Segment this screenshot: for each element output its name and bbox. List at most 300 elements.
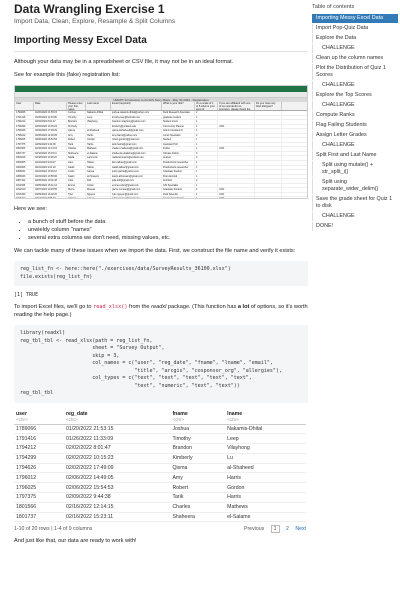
sheet-cell: 03/05/2022 15:41:12 (34, 184, 67, 188)
sheet-cell: tyler.nguyen@gmail.com (111, 193, 162, 197)
sheet-cell: Shaheera (67, 152, 86, 156)
sheet-cell: joshua.nakamis.dhital@yahoo.com (111, 111, 162, 115)
table-cell: Nakamis-Dhital (225, 424, 306, 434)
sheet-cell: 1 (195, 184, 218, 188)
sheet-cell (255, 120, 282, 124)
table-cell: Tarik (170, 492, 225, 502)
table-cell: Vilayhong (225, 444, 306, 454)
sheet-cell (218, 120, 255, 124)
sheet-cell: adriana.lopez@gmail.com (111, 197, 162, 199)
table-cell: 02/02/2022 8:01:47 (64, 444, 171, 454)
previous-button[interactable]: Previous (244, 526, 265, 533)
sheet-cell: Garcia (86, 170, 111, 174)
observations-intro: Here we see: (14, 206, 47, 212)
sheet-cell (218, 175, 255, 179)
package-name: readxl (151, 304, 167, 310)
sheet-row (15, 197, 307, 199)
sheet-cell: Charles (67, 147, 86, 151)
table-cell: el-Salame (225, 512, 306, 522)
sheet-cell (255, 116, 282, 120)
sheet-cell (218, 166, 255, 170)
sheet-cell: Climate Fellow (162, 152, 195, 156)
intro-paragraph: Although your data may be in a spreadsheet or CSV file, it may not be in an ideal format. (14, 59, 234, 65)
inline-code-read-xlsx[interactable]: read_xlsx() (93, 304, 128, 310)
sheet-cell: Tallour (86, 166, 111, 170)
toc-item[interactable]: CHALLENGE (312, 141, 398, 150)
sheet-header-cell: Do you have any food allergies? (255, 102, 282, 110)
sheet-header-cell: Please enter your first name (67, 102, 86, 110)
sheet-cell: shaheera.elsalame@gmail.com (111, 152, 162, 156)
sheet-cell: isaiah.tallour@gmail.com (111, 166, 162, 170)
list-item: • several extra columns we don't need, missing values, etc. (28, 234, 308, 242)
sheet-cell: charles.mathews@gmail.com (111, 147, 162, 151)
sheet-cell: Kasim (67, 175, 86, 179)
column-type: <chr> (225, 417, 306, 425)
sheet-cell: Qisma (67, 129, 86, 133)
table-row (14, 492, 306, 502)
sheet-cell (218, 156, 255, 160)
sheet-cell: Doll (86, 179, 111, 183)
sheet-cell: Harris (86, 143, 111, 147)
sheet-cell: Pierre (67, 188, 86, 192)
table-cell: 1794299 (14, 453, 64, 463)
table-cell: Brandon (170, 444, 225, 454)
table-cell: 02/16/2022 12:14:15 (64, 502, 171, 512)
sheet-cell: 1806041 (15, 170, 34, 174)
sheet-cell: Nadia (67, 156, 86, 160)
sheet-cell: 02/24/2022 13:58:06 (34, 175, 67, 179)
table-row (14, 444, 306, 454)
sheet-header-cell: Date (34, 102, 67, 110)
sheet-cell: 1796012 (15, 134, 34, 138)
sheet-cell (255, 188, 282, 192)
table-cell: Shaheera (170, 512, 225, 522)
table-cell: 1796025 (14, 483, 64, 493)
toc-item[interactable]: Flag Failing Students (312, 121, 398, 130)
sheet-cell: 1 (195, 161, 218, 165)
table-cell: Leep (225, 434, 306, 444)
table-cell: Timothy (170, 434, 225, 444)
sheet-cell (218, 170, 255, 174)
sheet-cell: 02/02/2022 17:49:09 (34, 129, 67, 133)
sheet-cell: Assistant Prof (162, 143, 195, 147)
sheet-cell: Nguyen (86, 193, 111, 197)
sheet-cell: 03/09/2022 16:02:20 (34, 193, 67, 197)
sheet-cell: 1801566 (15, 147, 34, 151)
sheet-cell (255, 111, 282, 115)
sheet-cell: 2 (195, 111, 218, 115)
sheet-cell (218, 111, 255, 115)
sheet-cell: 1806043 (15, 175, 34, 179)
toc-item[interactable]: Split using mutate() + str_split_i() (312, 161, 398, 177)
sheet-body (15, 111, 307, 199)
sheet-cell: 1 (195, 143, 218, 147)
sheet-header-cell: Email (required) (111, 102, 162, 110)
sheet-cell: emma.colvin@gmail.com (111, 184, 162, 188)
sheet-cell (218, 143, 255, 147)
table-cell: 1789066 (14, 424, 64, 434)
sheet-cell: 1803016 (15, 156, 34, 160)
table-of-contents (312, 0, 400, 600)
table-row (14, 502, 306, 512)
sheet-cell: 1807412 (15, 179, 34, 183)
toc-item[interactable]: DONE! (312, 222, 398, 231)
table-cell: 01/26/2022 11:33:09 (64, 434, 171, 444)
sheet-cell: 1811305 (15, 184, 34, 188)
column-header-fname[interactable]: fname (172, 410, 188, 417)
spreadsheet-screenshot (14, 85, 308, 199)
list-item: • unwieldy column "names" (28, 226, 308, 234)
sheet-cell: Timothy (67, 116, 86, 120)
toc-item[interactable]: Explore the Top Scores (312, 91, 398, 100)
sheet-cell: justin.garcia@yahoo.com (111, 170, 162, 174)
sheet-cell: 1790066 (15, 111, 34, 115)
sheet-cell: amy.harris@yahoo.com (111, 134, 162, 138)
sheet-cell: 1794212 (15, 120, 34, 124)
table-cell: Qisma (170, 463, 225, 473)
sheet-cell: Junior Specialist (162, 134, 195, 138)
sheet-cell: Graduate Student (162, 188, 195, 192)
table-cell: al-Shaheed (225, 463, 306, 473)
sheet-cell: Mathews (86, 147, 111, 151)
sheet-cell (218, 129, 255, 133)
code-block-read-xlsx: library(readxl) reg_tbl_tbl <- read_xlsx(path = reg_list_fn, sheet = "Survey Output", skip = 3, col_names = c("user", "reg_date", "fname", "lname", "email", "title", "arcgis", "cosponsor_org", "allergies"), col_types = c("text", "text", "text", "text", "text", "text", "numeric", "text", "text")) reg_tbl_tbl (14, 325, 308, 403)
sheet-cell (255, 143, 282, 147)
sheet-cell (86, 125, 111, 129)
toc-items (312, 14, 398, 231)
sheet-cell (255, 166, 282, 170)
sheet-cell: Field Scientist (162, 193, 195, 197)
sheet-cell (218, 179, 255, 183)
sheet-header-cell: On a scale of 1 to 5 what is your level of (195, 102, 218, 110)
sheet-cell: Admin Assistant III (162, 129, 195, 133)
sheet-cell: 01/20/2022 21:53:15 (34, 111, 67, 115)
sheet-cell: 01/26/2022 11:33:09 (34, 116, 67, 120)
sheet-cell: Tarik (67, 143, 86, 147)
sheet-cell (255, 152, 282, 156)
sheet-cell (255, 161, 282, 165)
toc-item[interactable]: Split First and Last Name (312, 151, 398, 160)
sheet-cell: Emma (67, 184, 86, 188)
table-cell: 1801737 (14, 512, 64, 522)
sheet-cell: kimberly@ucdavis.edu (111, 125, 162, 129)
sheet-cell: timothy.leep@hotmail.com (111, 116, 162, 120)
sheet-cell: al-Shaheed (86, 129, 111, 133)
sheet-cell: Archivist (162, 179, 195, 183)
sheet-cell: Analyst (162, 156, 195, 160)
column-type: <chr> (64, 417, 171, 425)
sheet-cell: County Coordinator (162, 197, 195, 199)
sheet-cell (218, 138, 255, 142)
table-cell: Lu (225, 453, 306, 463)
sheet-cell: qisma.alshaheed@gmail.com (111, 129, 162, 133)
sheet-cell: Vilayhong (86, 120, 111, 124)
toc-item[interactable]: Plot the Distribution of Quiz 1 Scores (312, 64, 398, 80)
sheet-cell: 02/18/2022 11:08:24 (34, 156, 67, 160)
sheet-cell: Colvin (86, 184, 111, 188)
table-row (14, 512, 306, 522)
sheet-cell: Harris (86, 134, 111, 138)
sheet-cell: 1 (195, 170, 218, 174)
table-cell: 1794626 (14, 463, 64, 473)
sheet-cell: Kimberly (67, 125, 86, 129)
sheet-cell: 1801737 (15, 152, 34, 156)
sheet-cell (255, 184, 282, 188)
sheet-cell: 2 (195, 156, 218, 160)
sheet-cell: Postdoctoral researcher (162, 161, 195, 165)
toc-item[interactable]: CHALLENGE (312, 212, 398, 221)
bold-text: a lot (237, 304, 250, 310)
table-cell: Harris (225, 473, 306, 483)
sheet-cell: pierre.moreau@gmail.com (111, 188, 162, 192)
sheet-cell: tarik.harris@gmail.com (111, 143, 162, 147)
sheet-cell (218, 134, 255, 138)
sheet-cell: 02/06/2022 14:49:05 (34, 134, 67, 138)
text-span: package. (This function has (166, 304, 238, 310)
table-row (14, 424, 306, 434)
sheet-cell: Postdoctoral researcher (162, 166, 195, 170)
table-cell: Amy (170, 473, 225, 483)
sheet-cell: 1796025 (15, 138, 34, 142)
table-cell: 1796012 (14, 473, 64, 483)
sheet-cell: 02/26/2022 10:31:48 (34, 179, 67, 183)
list-item: • a bunch of stuff before the data (28, 218, 308, 226)
table-cell: 1794212 (14, 444, 64, 454)
sheet-cell (218, 161, 255, 165)
sheet-cell: Student Intern (162, 120, 195, 124)
table-cell: 1797375 (14, 492, 64, 502)
sheet-cell: Justin (67, 170, 86, 174)
sheet-cell (255, 175, 282, 179)
sheet-cell: Fellow (162, 147, 195, 151)
sheet-cell: 1 (195, 116, 218, 120)
table-cell: Joshua (170, 424, 225, 434)
sheet-cell: 1 (195, 197, 218, 199)
sheet-cell: al-Hosseini (86, 175, 111, 179)
sheet-header-cell: What is your title? (162, 102, 195, 110)
sheet-cell (255, 129, 282, 133)
text-span: from the (127, 304, 152, 310)
sheet-cell: 02/06/2022 15:54:53 (34, 138, 67, 142)
sheet-cell: 02/02/2022 8:01:47 (34, 120, 67, 124)
data-table (14, 409, 306, 523)
page-1-button[interactable]: 1 (271, 525, 280, 533)
sheet-cell: UCD (218, 147, 255, 151)
sheet-header-cell: If you are affiliated with one of our wonderful co-sponsors, please check the (218, 102, 255, 110)
toc-item[interactable]: CHALLENGE (312, 101, 398, 110)
sheet-cell (218, 116, 255, 120)
sheet-cell: 1804906 (15, 166, 34, 170)
table-cell: 02/02/2022 10:15:23 (64, 453, 171, 463)
table-cell: Harris (225, 492, 306, 502)
code-block-filename: reg_list_fn <- here::here("./exercises/data/SurveyResults_36100.xlsx") file.exists(reg_list_fn) (14, 261, 308, 286)
sheet-cell: 1 (195, 166, 218, 170)
toc-item[interactable]: Save the grade sheet for Quiz 1 to disk (312, 195, 398, 211)
sheet-cell: Tyler (67, 193, 86, 197)
sheet-cell: Student (162, 138, 195, 142)
next-button[interactable]: Next (295, 526, 306, 533)
toc-item[interactable]: Compute Ranks (312, 111, 398, 120)
sheet-cell: brandon.vilayhong@yahoo.com (111, 120, 162, 124)
column-type: <chr> (170, 417, 225, 425)
toc-item[interactable]: Importing Messy Excel Data (312, 14, 398, 23)
page-2-button[interactable]: 2 (285, 526, 289, 533)
sheet-cell (255, 193, 282, 197)
readxl-paragraph (14, 303, 308, 319)
sheet-cell: 1804905 (15, 161, 34, 165)
sheet-cell: UCD (218, 193, 255, 197)
table-row (14, 463, 306, 473)
sheet-cell: Field Research Associate (162, 111, 195, 115)
sheet-cell: 02/16/2022 12:14:15 (34, 147, 67, 151)
text-span: To import Excel files, we'll go to (14, 304, 94, 310)
sheet-header-cell: Last name (86, 102, 111, 110)
sheet-cell: Brandon (67, 120, 86, 124)
toc-item[interactable]: Explore the Data (312, 34, 398, 43)
sheet-cell: 1 (195, 175, 218, 179)
sheet-cell: nadia.lammerts@ucdavis.edu (111, 156, 162, 160)
sheet-cell: Graduate Student (162, 170, 195, 174)
sheet-cell: 1 (195, 138, 218, 142)
sheet-cell: el-Salame (86, 152, 111, 156)
sheet-cell: 03/14/2022 8:55:03 (34, 197, 67, 199)
column-header-lname[interactable]: lname (227, 410, 243, 417)
sheet-cell: Moreau (86, 188, 111, 192)
table-row (14, 473, 306, 483)
table-pager (14, 526, 306, 532)
sheet-cell: Julia (67, 179, 86, 183)
column-header-user[interactable]: user (16, 410, 27, 417)
table-cell: Robert (170, 483, 225, 493)
sheet-cell: 2 (195, 134, 218, 138)
sheet-cell: 02/22/2022 9:01:40 (34, 166, 67, 170)
sheet-cell: 1 (195, 147, 218, 151)
sheet-cell: 02/16/2022 15:23:11 (34, 152, 67, 156)
table-row (14, 483, 306, 493)
observations-list (14, 218, 308, 242)
table-cell: 01/20/2022 21:53:15 (64, 424, 171, 434)
sheet-cell: Community Planner (162, 125, 195, 129)
sheet-cell: UCD (218, 197, 255, 199)
toc-item[interactable]: CHALLENGE (312, 44, 398, 53)
sheet-cell: Tallour (86, 161, 111, 165)
page-title: Data Wrangling Exercise 1 (14, 2, 165, 16)
table-cell: Kimberly (170, 453, 225, 463)
sheet-cell: 02/24/2022 13:46:10 (34, 170, 67, 174)
section-heading: Importing Messy Excel Data (14, 35, 308, 52)
sheet-cell: 1 (195, 120, 218, 124)
example-paragraph: See for example this (fake) registration list: (14, 72, 121, 78)
sheet-title: UMAPT Introduction to ArcGIS Story Maps - May 30 2022 - Registration (15, 98, 307, 102)
column-header-reg-date[interactable]: reg_date (65, 410, 88, 417)
pager-info: 1-10 of 20 rows | 1-4 of 9 columns (14, 526, 93, 533)
sheet-cell: Lopez (86, 197, 111, 199)
sheet-cell: robert.gordon@gmail.com (111, 138, 162, 142)
table-cell: 1801566 (14, 502, 64, 512)
sheet-cell: Isaiah (67, 166, 86, 170)
sheet-cell: Leep (86, 116, 111, 120)
sheet-cell: Gordon (86, 138, 111, 142)
sheet-cell: UCD (218, 125, 255, 129)
sheet-cell (255, 134, 282, 138)
sheet-cell: 1794626 (15, 129, 34, 133)
sheet-cell (255, 156, 282, 160)
toc-item[interactable]: Import Pop-Quiz Data (312, 24, 398, 33)
table-cell: 02/09/2022 9:44:38 (64, 492, 171, 502)
sheet-cell (255, 138, 282, 142)
sheet-cell: 02/22/2022 9:00:27 (34, 161, 67, 165)
sheet-cell: graduate student (162, 116, 195, 120)
sheet-cell (255, 179, 282, 183)
sheet-cell: Robert (67, 138, 86, 142)
sheet-cell: Liam (67, 161, 86, 165)
sheet-cell: kasim.alhosseini@gmail.com (111, 175, 162, 179)
sheet-cell: 02/09/2022 9:44:38 (34, 143, 67, 147)
sheet-cell: Nakamis-Dhital (86, 111, 111, 115)
table-row (14, 453, 306, 463)
sheet-cell: Lammerts (86, 156, 111, 160)
table-row (14, 434, 306, 444)
sheet-cell: Amy (67, 134, 86, 138)
sheet-cell: Joshua (67, 111, 86, 115)
toc-item[interactable]: Assign Letter Grades (312, 131, 398, 140)
pager-controls (239, 526, 306, 532)
sheet-header-row (15, 102, 307, 111)
table-cell: 02/06/2022 15:54:53 (64, 483, 171, 493)
toc-title: Table of contents (312, 4, 355, 10)
sheet-cell: 1813440 (15, 193, 34, 197)
sheet-cell (218, 152, 255, 156)
toc-item[interactable]: CHALLENGE (312, 81, 398, 90)
table-cell: 02/02/2022 17:49:09 (64, 463, 171, 473)
column-type: <chr> (14, 417, 64, 425)
sheet-cell (255, 170, 282, 174)
sheet-cell (255, 197, 282, 199)
table-cell: Mathews (225, 502, 306, 512)
sheet-cell: 1 (195, 125, 218, 129)
sheet-cell: 03/07/2022 10:29:55 (34, 188, 67, 192)
sheet-cell: 3 (195, 152, 218, 156)
sheet-cell: 1816222 (15, 197, 34, 199)
table-cell: Gordon (225, 483, 306, 493)
sheet-header-cell: User (15, 102, 34, 110)
sheet-cell (218, 184, 255, 188)
sheet-cell: 1 (195, 129, 218, 133)
closing-paragraph: And just like that, our data are ready to work with! (14, 538, 137, 545)
import-paragraph: We can tackle many of these issues when we import the data. First, we construct the file name and verify it exists: (14, 248, 296, 254)
sheet-cell: Post-doctoral (162, 175, 195, 179)
sheet-cell: 1 (195, 193, 218, 197)
page-subtitle: Import Data, Clean, Explore, Resample & Split Columns (14, 18, 176, 25)
toc-item[interactable]: Split using separate_wider_delim() (312, 178, 398, 194)
table-body (14, 424, 306, 522)
toc-item[interactable]: Clean up the column names (312, 54, 398, 63)
sheet-cell: 1791416 (15, 116, 34, 120)
sheet-cell: 2 (195, 188, 218, 192)
sheet-cell: GIS Specialist (162, 184, 195, 188)
sheet-cell: UCD (218, 188, 255, 192)
sheet-cell: 1794299 (15, 125, 34, 129)
sheet-cell: 2 (195, 179, 218, 183)
table-cell: 02/16/2022 15:23:11 (64, 512, 171, 522)
sheet-cell: 02/02/2022 10:15:23 (34, 125, 67, 129)
sheet-cell: 1812010 (15, 188, 34, 192)
table-cell: 02/06/2022 14:49:05 (64, 473, 171, 483)
table-cell: 1791416 (14, 434, 64, 444)
sheet-cell: julia.doll@gmail.com (111, 179, 162, 183)
sheet-cell (255, 147, 282, 151)
sheet-cell: 1797375 (15, 143, 34, 147)
